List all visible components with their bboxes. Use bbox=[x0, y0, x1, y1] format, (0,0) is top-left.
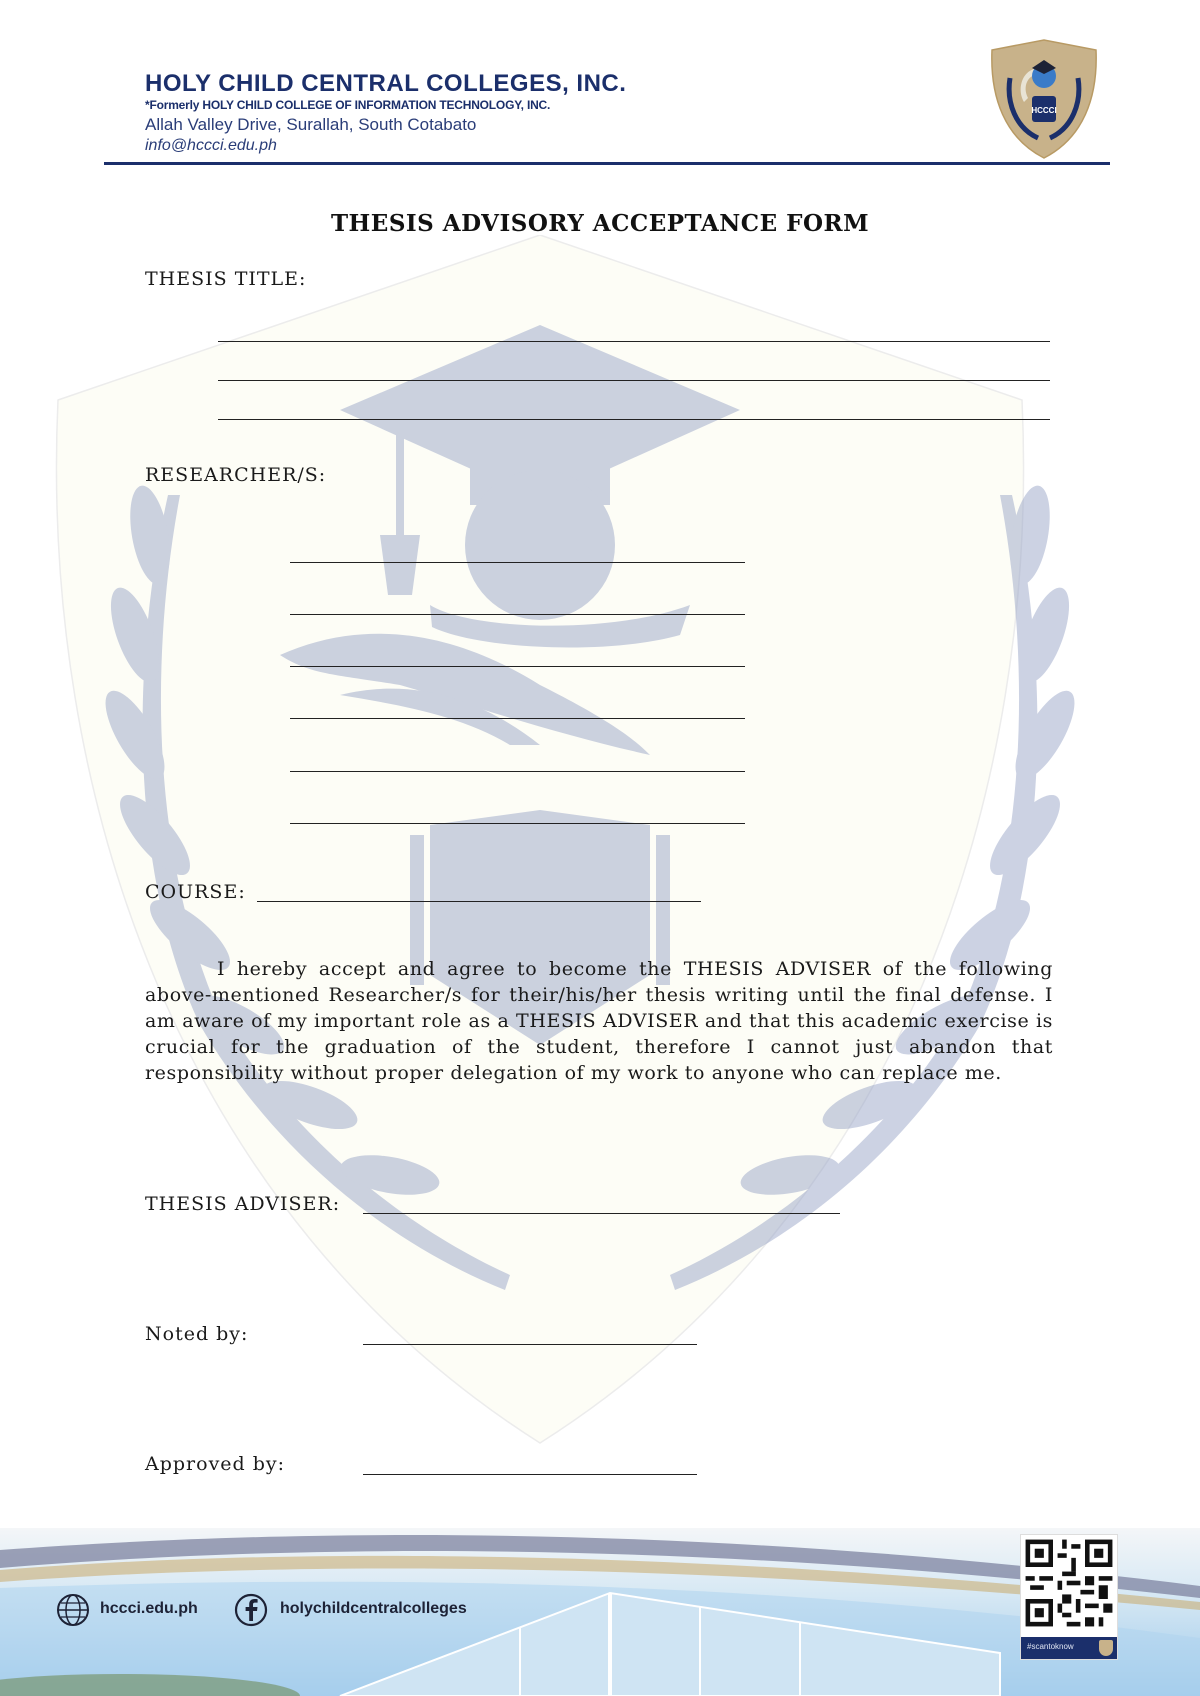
thesis-title-line-1[interactable] bbox=[218, 341, 1050, 342]
qr-code bbox=[1021, 1535, 1117, 1631]
thesis-title-label: THESIS TITLE: bbox=[145, 268, 307, 290]
thesis-adviser-line[interactable] bbox=[363, 1213, 840, 1214]
former-name: *Formerly HOLY CHILD COLLEGE OF INFORMATION TECHNOLOGY, INC. bbox=[145, 98, 551, 112]
footer-facebook[interactable]: holychildcentralcolleges bbox=[280, 1600, 467, 1617]
school-address: Allah Valley Drive, Surallah, South Cotabato bbox=[145, 115, 477, 134]
noted-by-line[interactable] bbox=[363, 1344, 697, 1345]
thesis-title-line-3[interactable] bbox=[218, 419, 1050, 420]
researcher-line-3[interactable] bbox=[290, 666, 745, 667]
course-line[interactable] bbox=[257, 901, 701, 902]
course-label: COURSE: bbox=[145, 881, 246, 903]
researcher-line-4[interactable] bbox=[290, 718, 745, 719]
qr-code-card[interactable] bbox=[1020, 1534, 1118, 1660]
noted-by-label: Noted by: bbox=[145, 1323, 249, 1345]
thesis-adviser-label: THESIS ADVISER: bbox=[145, 1193, 341, 1215]
watermark-crest bbox=[40, 235, 1140, 1445]
thesis-title-line-2[interactable] bbox=[218, 380, 1050, 381]
footer-website[interactable]: hccci.edu.ph bbox=[100, 1600, 198, 1617]
school-name: HOLY CHILD CENTRAL COLLEGES, INC. bbox=[145, 70, 627, 97]
acceptance-statement: I hereby accept and agree to become the THESIS ADVISER of the following above-mentioned Researcher/s for their/his/her thesis writing until the final defense. I am aware of my important role as a THESIS ADVISER and that this academic exercise is crucial for the graduation of the student, therefore I cannot just abandon that responsibility without proper delegation of my work to anyone who can replace me. bbox=[145, 958, 1053, 1084]
school-email: info@hccci.edu.ph bbox=[145, 137, 277, 154]
researcher-line-6[interactable] bbox=[290, 823, 745, 824]
facebook-icon bbox=[234, 1593, 268, 1627]
qr-crest-icon bbox=[1099, 1640, 1113, 1656]
qr-caption-bar bbox=[1021, 1637, 1117, 1659]
school-crest-logo bbox=[988, 38, 1100, 160]
qr-caption: #scantoknow bbox=[1027, 1642, 1074, 1651]
header-divider bbox=[104, 162, 1110, 165]
researchers-label: RESEARCHER/S: bbox=[145, 464, 327, 486]
form-title: THESIS ADVISORY ACCEPTANCE FORM bbox=[330, 210, 870, 237]
researcher-line-2[interactable] bbox=[290, 614, 745, 615]
globe-icon bbox=[56, 1593, 90, 1627]
researcher-line-5[interactable] bbox=[290, 771, 745, 772]
footer-banner bbox=[0, 1528, 1200, 1696]
crest-text: HCCCI bbox=[1031, 106, 1057, 115]
approved-by-line[interactable] bbox=[363, 1474, 697, 1475]
researcher-line-1[interactable] bbox=[290, 562, 745, 563]
approved-by-label: Approved by: bbox=[145, 1453, 286, 1475]
